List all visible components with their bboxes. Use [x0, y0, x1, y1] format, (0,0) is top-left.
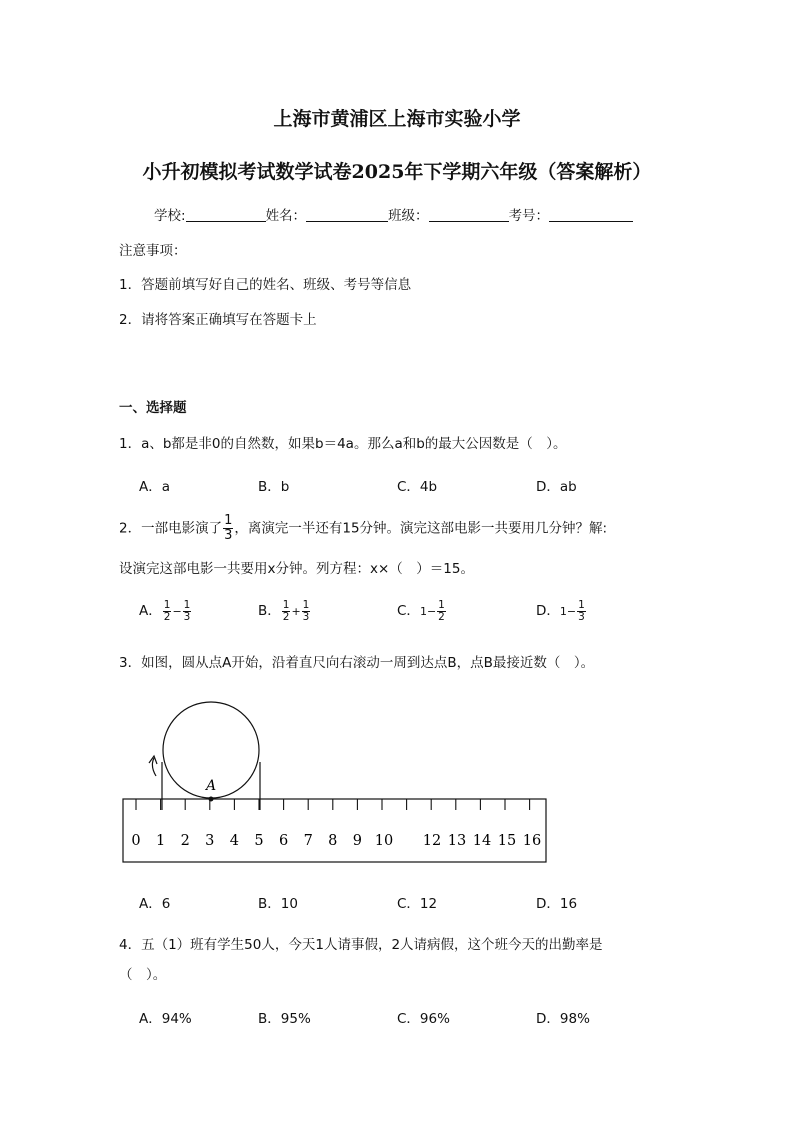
question-number: 2． [119, 520, 142, 537]
option-d[interactable] [536, 599, 587, 623]
option-d[interactable]: D．ab [536, 479, 577, 495]
ruler [123, 799, 546, 862]
ruler-label: 10 [374, 833, 394, 849]
ruler-label: 6 [278, 833, 289, 849]
fraction-denominator: 2 [282, 610, 290, 623]
ruler-label: 5 [254, 833, 264, 849]
ruler-label: 15 [497, 833, 517, 849]
fraction-denominator: 3 [578, 610, 585, 623]
option-c[interactable]: C．96% [397, 1011, 450, 1027]
option-label: C． [397, 603, 420, 619]
ruler-label: 12 [422, 833, 442, 849]
question-text: ，离演完一半还有15分钟。演完这部电影一共要用几分钟？解: [234, 520, 608, 537]
fraction-denominator: 3 [302, 610, 310, 623]
fraction [223, 514, 233, 543]
question-text: 一部电影演了 [141, 520, 223, 537]
option-b[interactable]: B．10 [258, 896, 298, 912]
class-label: 班级： [388, 208, 429, 224]
fraction-numerator: 1 [163, 598, 171, 611]
ruler-label: 16 [522, 833, 542, 849]
fraction [302, 600, 311, 623]
operator: − [172, 605, 182, 618]
whole-number: 1 [419, 605, 427, 618]
ruler-label: 1 [155, 833, 166, 849]
operator: − [426, 605, 437, 618]
fraction [282, 600, 291, 623]
fraction-numerator: 1 [282, 598, 290, 611]
question-text: 五（1）班有学生50人，今天1人请事假，2人请病假，这个班今天的出勤率是 [141, 937, 603, 953]
question-2 [119, 514, 607, 543]
fraction [437, 600, 446, 623]
section-heading: 一、选择题 [119, 400, 187, 416]
option-c[interactable]: C．12 [397, 896, 438, 912]
fraction-numerator: 1 [578, 598, 585, 611]
student-info-row [154, 204, 633, 224]
option-a[interactable]: A．6 [139, 896, 171, 912]
ruler-circle-figure [118, 698, 550, 868]
exam-no-blank[interactable] [549, 221, 633, 222]
option-d[interactable]: D．16 [536, 896, 578, 912]
operator: + [291, 605, 301, 618]
page-title-line1: 上海市黄浦区上海市实验小学 [273, 108, 521, 130]
ruler-ticks [136, 799, 530, 810]
ruler-label: 14 [472, 833, 492, 849]
option-b[interactable]: B．b [258, 479, 290, 495]
fraction-numerator: 1 [224, 513, 233, 528]
fraction-denominator: 3 [224, 528, 233, 543]
fraction-denominator: 3 [183, 610, 191, 623]
ruler-label: 3 [205, 833, 215, 849]
option-label: A． [139, 603, 162, 619]
question-number: 3． [119, 655, 142, 671]
question-number: 4． [119, 937, 142, 953]
fraction-denominator: 2 [163, 610, 171, 623]
question-4 [119, 933, 603, 953]
notes-item: 2．请将答案正确填写在答题卡上 [119, 312, 317, 328]
fraction [577, 600, 586, 623]
point-a-label: A [206, 778, 217, 794]
ruler-label: 7 [303, 833, 313, 849]
option-a[interactable]: A．94% [139, 1011, 192, 1027]
exam-no-label: 考号： [508, 208, 550, 224]
ruler-label: 8 [328, 833, 338, 849]
question-text: a、b都是非0的自然数，如果b＝4a。那么a和b的最大公因数是（ ）。 [141, 436, 567, 452]
school-label: 学校: [154, 208, 186, 224]
option-b[interactable]: B．95% [258, 1011, 311, 1027]
question-number: 1． [119, 436, 142, 452]
option-label: D． [536, 603, 560, 619]
option-c[interactable] [397, 599, 447, 623]
question-1 [119, 432, 567, 452]
ruler-label: 4 [229, 833, 240, 849]
option-b[interactable] [258, 599, 311, 623]
name-label: 姓名： [265, 208, 307, 224]
option-a[interactable]: A．a [139, 479, 171, 495]
fraction-numerator: 1 [438, 598, 445, 611]
class-blank[interactable] [429, 221, 509, 222]
notes-item: 1．答题前填写好自己的姓名、班级、考号等信息 [119, 277, 412, 293]
option-label: B． [258, 603, 281, 619]
question-text: 如图，圆从点A开始，沿着直尺向右滚动一周到达点B，点B最接近数（ ）。 [141, 655, 595, 671]
fraction-denominator: 2 [438, 610, 445, 623]
fraction-numerator: 1 [302, 598, 310, 611]
option-c[interactable]: C．4b [397, 479, 438, 495]
whole-number: 1 [559, 605, 567, 618]
page-title-line2: 小升初模拟考试数学试卷2025年下学期六年级（答案解析） [142, 161, 652, 183]
fraction [163, 600, 172, 623]
ruler-label: 0 [131, 833, 141, 849]
name-blank[interactable] [306, 221, 388, 222]
question-4-line2: （ ）。 [119, 967, 167, 983]
option-d[interactable]: D．98% [536, 1011, 590, 1027]
ruler-label: 13 [447, 833, 467, 849]
question-2-line2: 设演完这部电影一共要用x分钟。列方程：x×（ ）＝15。 [119, 561, 474, 577]
operator: − [566, 605, 577, 618]
ruler-label: 9 [352, 833, 363, 849]
option-a[interactable] [139, 599, 192, 623]
fraction-numerator: 1 [183, 598, 191, 611]
school-blank[interactable] [186, 221, 266, 222]
notes-heading: 注意事项： [119, 243, 187, 259]
ruler-label: 2 [180, 833, 190, 849]
fraction [183, 600, 192, 623]
question-3 [119, 651, 594, 671]
ruler-tick-labels [131, 833, 541, 849]
